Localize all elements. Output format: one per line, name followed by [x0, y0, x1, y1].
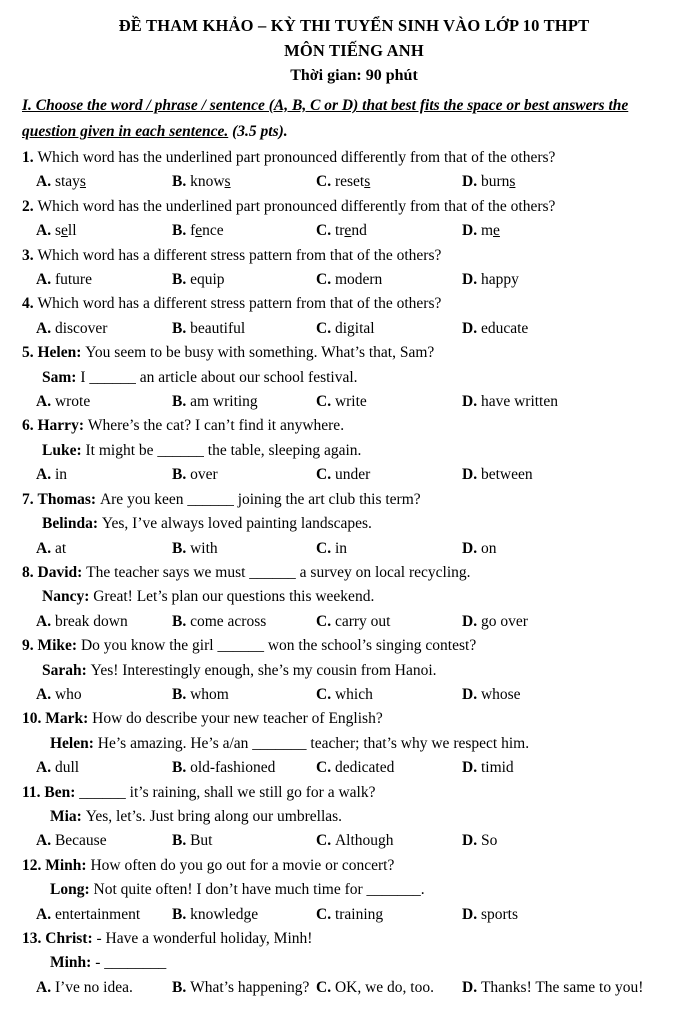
option-label: B.: [172, 978, 191, 996]
option-text: between: [480, 466, 533, 484]
option-c: [316, 903, 462, 927]
question-number: 9.: [22, 637, 38, 655]
question-number: 6.: [22, 417, 38, 435]
option-text: stay: [54, 173, 80, 191]
option-text: OK, we do, too.: [334, 978, 434, 996]
option-text: whose: [480, 685, 521, 703]
option-label: B.: [172, 222, 191, 240]
option-text: have written: [480, 393, 558, 411]
question: [22, 561, 686, 634]
option-a: [36, 756, 172, 780]
question-text: He’s amazing. He’s a/an _______ teacher; that’s why we respect him.: [97, 734, 530, 752]
question-continuation-line: [22, 659, 686, 683]
speaker-name: Minh:: [50, 954, 96, 972]
option-label: C.: [316, 393, 335, 411]
section-heading-line-1: [22, 93, 686, 119]
speaker-name: Nancy:: [42, 588, 94, 606]
speaker-name: Sam:: [42, 368, 81, 386]
options-row: [22, 976, 686, 1000]
question-continuation-line: [22, 366, 686, 390]
options-row: [22, 756, 686, 780]
option-b: [172, 829, 316, 853]
speaker-name: Harry:: [37, 417, 88, 435]
option-label: D.: [462, 685, 481, 703]
section-points: (3.5 pts).: [228, 122, 288, 140]
question-number: 3.: [22, 246, 38, 264]
speaker-name: Ben:: [44, 783, 80, 801]
option-label: D.: [462, 466, 481, 484]
speaker-name: Long:: [50, 881, 94, 899]
option-label: C.: [316, 978, 335, 996]
option-label: C.: [316, 466, 335, 484]
option-a: [36, 610, 172, 634]
option-d: [462, 317, 528, 341]
question-first-line: [22, 488, 686, 512]
option-c: [316, 537, 462, 561]
option-text: in: [54, 466, 68, 484]
question-number: 12.: [22, 856, 46, 874]
question-number: 5.: [22, 344, 38, 362]
option-text: Because: [54, 832, 107, 850]
question-first-line: [22, 854, 686, 878]
option-c: [316, 317, 462, 341]
options-row: [22, 268, 686, 292]
option-label: C.: [316, 539, 335, 557]
option-label: C.: [316, 905, 335, 923]
option-text: who: [54, 685, 82, 703]
option-text: at: [54, 539, 67, 557]
question-first-line: [22, 146, 686, 170]
option-d: [462, 463, 533, 487]
question-first-line: [22, 341, 686, 365]
speaker-name: Mia:: [50, 807, 86, 825]
question-first-line: [22, 561, 686, 585]
option-a: [36, 268, 172, 292]
options-row: [22, 219, 686, 243]
option-text: wrote: [54, 393, 91, 411]
question: [22, 244, 686, 293]
question-text: Yes, let’s. Just bring along our umbrellas.: [85, 807, 343, 825]
subject-title: MÔN TIẾNG ANH: [284, 41, 424, 60]
question-continuation-line: [22, 805, 686, 829]
option-a: [36, 170, 172, 194]
question-number: 10.: [22, 710, 46, 728]
option-b: [172, 317, 316, 341]
question-text: Yes! Interestingly enough, she’s my cousin from Hanoi.: [90, 661, 437, 679]
question-list: [22, 146, 686, 1000]
question-text: Where’s the cat? I can’t find it anywhere.: [87, 417, 345, 435]
option-text: come across: [190, 612, 267, 630]
option-d: [462, 390, 558, 414]
option-d: [462, 610, 528, 634]
option-text: e: [195, 222, 203, 240]
option-d: [462, 170, 515, 194]
option-label: B.: [172, 466, 191, 484]
options-row: [22, 903, 686, 927]
option-text: modern: [334, 271, 383, 289]
option-label: D.: [462, 612, 481, 630]
question-first-line: [22, 414, 686, 438]
option-text: which: [334, 685, 373, 703]
option-text: beautiful: [190, 319, 246, 337]
option-b: [172, 268, 316, 292]
question-continuation-line: [22, 512, 686, 536]
option-c: [316, 976, 462, 1000]
options-row: [22, 463, 686, 487]
question-continuation-line: [22, 951, 686, 975]
option-text: am writing: [190, 393, 258, 411]
question: [22, 146, 686, 195]
option-label: B.: [172, 759, 191, 777]
question: [22, 195, 686, 244]
question: [22, 634, 686, 707]
question-text: I ______ an article about our school festival.: [80, 368, 358, 386]
option-a: [36, 537, 172, 561]
option-c: [316, 829, 462, 853]
option-d: [462, 976, 643, 1000]
options-row: [22, 610, 686, 634]
question-text: Which word has a different stress pattern from that of the others?: [37, 246, 442, 264]
option-text: f: [190, 222, 196, 240]
option-text: s: [224, 173, 231, 191]
option-text: carry out: [334, 612, 391, 630]
option-label: A.: [36, 612, 55, 630]
option-text: digital: [334, 319, 375, 337]
question-number: 11.: [22, 783, 45, 801]
question: [22, 854, 686, 927]
question: [22, 488, 686, 561]
option-text: Although: [334, 832, 394, 850]
question-continuation-line: [22, 585, 686, 609]
option-a: [36, 317, 172, 341]
option-label: B.: [172, 393, 191, 411]
options-row: [22, 390, 686, 414]
option-label: A.: [36, 832, 55, 850]
option-d: [462, 219, 500, 243]
option-c: [316, 170, 462, 194]
option-text: whom: [190, 685, 229, 703]
option-b: [172, 537, 316, 561]
options-row: [22, 537, 686, 561]
option-a: [36, 903, 172, 927]
option-label: C.: [316, 173, 335, 191]
option-text: s: [364, 173, 371, 191]
option-d: [462, 537, 496, 561]
speaker-name: Christ:: [45, 930, 97, 947]
option-label: C.: [316, 685, 335, 703]
option-text: write: [334, 393, 367, 411]
speaker-name: Mark:: [45, 710, 93, 728]
question-text: Are you keen ______ joining the art club this term?: [99, 490, 421, 508]
question-text: Which word has the underlined part pronounced differently from that of the others?: [37, 149, 556, 166]
question-number: 7.: [22, 490, 38, 508]
question: [22, 781, 686, 854]
option-text: nce: [202, 222, 224, 240]
option-label: D.: [462, 905, 481, 923]
option-text: break down: [54, 612, 128, 630]
option-text: over: [190, 466, 218, 484]
option-b: [172, 903, 316, 927]
duration-text: Thời gian: 90 phút: [290, 67, 418, 84]
option-label: C.: [316, 319, 335, 337]
option-text: know: [190, 173, 225, 191]
option-c: [316, 268, 462, 292]
option-label: D.: [462, 271, 481, 289]
option-text: happy: [480, 271, 519, 289]
option-label: B.: [172, 271, 191, 289]
option-label: D.: [462, 319, 481, 337]
speaker-name: Helen:: [50, 734, 98, 752]
question-first-line: [22, 707, 686, 731]
question-number: 13.: [22, 930, 46, 947]
option-c: [316, 463, 462, 487]
question-continuation-line: [22, 732, 686, 756]
option-text: equip: [190, 271, 225, 289]
section-heading-underlined-2: question given in each sentence.: [22, 122, 229, 140]
option-label: A.: [36, 222, 55, 240]
question-number: 1.: [22, 149, 38, 166]
option-b: [172, 390, 316, 414]
option-text: dedicated: [334, 759, 395, 777]
question-text: - ________: [95, 954, 167, 972]
option-c: [316, 756, 462, 780]
option-a: [36, 463, 172, 487]
option-text: timid: [480, 759, 514, 777]
section-heading-underlined-1: I. Choose the word / phrase / sentence (A, B, C or D) that best fits the space or best answers the: [22, 97, 629, 114]
exam-title: ĐỀ THAM KHẢO – KỲ THI TUYỂN SINH VÀO LỚP 10 THPT: [118, 16, 590, 35]
option-label: D.: [462, 393, 481, 411]
option-text: s: [54, 222, 61, 240]
question-first-line: [22, 195, 686, 219]
option-label: A.: [36, 539, 55, 557]
option-a: [36, 683, 172, 707]
option-label: B.: [172, 539, 191, 557]
option-text: reset: [334, 173, 365, 191]
question-text: How do describe your new teacher of English?: [92, 710, 383, 728]
option-label: A.: [36, 271, 55, 289]
option-text: future: [54, 271, 92, 289]
option-b: [172, 170, 316, 194]
option-d: [462, 903, 518, 927]
option-text: educate: [480, 319, 529, 337]
option-label: D.: [462, 832, 481, 850]
question: [22, 414, 686, 487]
option-b: [172, 756, 316, 780]
option-label: C.: [316, 759, 335, 777]
question-continuation-line: [22, 878, 686, 902]
option-text: with: [190, 539, 218, 557]
option-label: A.: [36, 759, 55, 777]
option-a: [36, 976, 172, 1000]
option-text: e: [61, 222, 68, 240]
option-b: [172, 219, 316, 243]
speaker-name: Luke:: [42, 441, 86, 459]
speaker-name: Helen:: [37, 344, 86, 362]
speaker-name: Sarah:: [42, 661, 91, 679]
option-text: What’s happening?: [190, 978, 310, 996]
option-text: on: [480, 539, 497, 557]
option-label: B.: [172, 905, 191, 923]
option-a: [36, 219, 172, 243]
option-text: So: [480, 832, 498, 850]
option-text: entertainment: [54, 905, 141, 923]
option-text: burn: [480, 173, 510, 191]
option-label: A.: [36, 173, 55, 191]
document-header: [22, 13, 686, 88]
options-row: [22, 317, 686, 341]
option-label: A.: [36, 393, 55, 411]
option-label: D.: [462, 978, 481, 996]
question-text: Not quite often! I don’t have much time for _______.: [93, 881, 425, 899]
option-text: old-fashioned: [190, 759, 276, 777]
question-text: ______ it’s raining, shall we still go for a walk?: [79, 783, 376, 801]
option-b: [172, 610, 316, 634]
option-text: nd: [351, 222, 367, 240]
option-text: dull: [54, 759, 80, 777]
option-label: B.: [172, 319, 191, 337]
option-label: A.: [36, 978, 55, 996]
option-label: A.: [36, 466, 55, 484]
question-first-line: [22, 292, 686, 316]
question-text: You seem to be busy with something. What’s that, Sam?: [85, 344, 435, 362]
section-heading: [22, 93, 686, 144]
option-label: A.: [36, 319, 55, 337]
speaker-name: Belinda:: [42, 515, 102, 533]
option-label: C.: [316, 271, 335, 289]
option-c: [316, 610, 462, 634]
question-first-line: [22, 927, 686, 951]
question-continuation-line: [22, 439, 686, 463]
option-d: [462, 268, 519, 292]
speaker-name: Thomas:: [37, 490, 100, 508]
option-label: C.: [316, 832, 335, 850]
option-text: e: [344, 222, 352, 240]
option-d: [462, 683, 521, 707]
option-label: D.: [462, 173, 481, 191]
option-b: [172, 683, 316, 707]
option-label: B.: [172, 832, 191, 850]
option-text: I’ve no idea.: [54, 978, 133, 996]
option-a: [36, 390, 172, 414]
option-label: B.: [172, 173, 191, 191]
option-a: [36, 829, 172, 853]
option-label: D.: [462, 539, 481, 557]
option-label: B.: [172, 685, 191, 703]
option-text: s: [509, 173, 516, 191]
option-label: C.: [316, 222, 335, 240]
option-c: [316, 390, 462, 414]
option-text: ll: [67, 222, 77, 240]
question-text: The teacher says we must ______ a survey on local recycling.: [86, 563, 471, 581]
option-text: e: [493, 222, 500, 240]
section-heading-line-2: [22, 119, 686, 145]
question-number: 4.: [22, 295, 38, 313]
option-label: B.: [172, 612, 191, 630]
question: [22, 707, 686, 780]
option-text: discover: [54, 319, 108, 337]
option-text: under: [334, 466, 371, 484]
option-label: C.: [316, 612, 335, 630]
option-text: sports: [480, 905, 518, 923]
question-text: - Have a wonderful holiday, Minh!: [96, 930, 313, 947]
option-b: [172, 463, 316, 487]
options-row: [22, 829, 686, 853]
option-text: s: [79, 173, 86, 191]
question-text: Which word has a different stress pattern from that of the others?: [37, 295, 442, 313]
option-c: [316, 683, 462, 707]
question-first-line: [22, 244, 686, 268]
question-text: Great! Let’s plan our questions this weekend.: [93, 588, 375, 606]
question: [22, 292, 686, 341]
option-text: in: [334, 539, 348, 557]
question-first-line: [22, 781, 686, 805]
options-row: [22, 170, 686, 194]
option-d: [462, 829, 497, 853]
question-number: 2.: [22, 197, 38, 215]
option-label: A.: [36, 905, 55, 923]
question-first-line: [22, 634, 686, 658]
question: [22, 341, 686, 414]
question-text: It might be ______ the table, sleeping again.: [85, 441, 362, 459]
question-text: Do you know the girl ______ won the school’s singing contest?: [80, 637, 477, 655]
option-text: m: [480, 222, 494, 240]
option-text: go over: [480, 612, 528, 630]
option-d: [462, 756, 514, 780]
option-label: D.: [462, 759, 481, 777]
question-number: 8.: [22, 563, 38, 581]
speaker-name: Minh:: [45, 856, 91, 874]
options-row: [22, 683, 686, 707]
option-c: [316, 219, 462, 243]
option-text: knowledge: [190, 905, 259, 923]
question-text: Yes, I’ve always loved painting landscapes.: [101, 515, 372, 533]
option-text: But: [190, 832, 213, 850]
speaker-name: Mike:: [37, 637, 81, 655]
question-text: Which word has the underlined part pronounced differently from that of the others?: [37, 197, 556, 215]
question: [22, 927, 686, 1000]
option-text: Thanks! The same to you!: [480, 978, 644, 996]
question-text: How often do you go out for a movie or concert?: [90, 856, 395, 874]
option-b: [172, 976, 316, 1000]
option-label: D.: [462, 222, 481, 240]
option-label: A.: [36, 685, 55, 703]
option-text: tr: [334, 222, 345, 240]
option-text: training: [334, 905, 384, 923]
speaker-name: David:: [37, 563, 87, 581]
